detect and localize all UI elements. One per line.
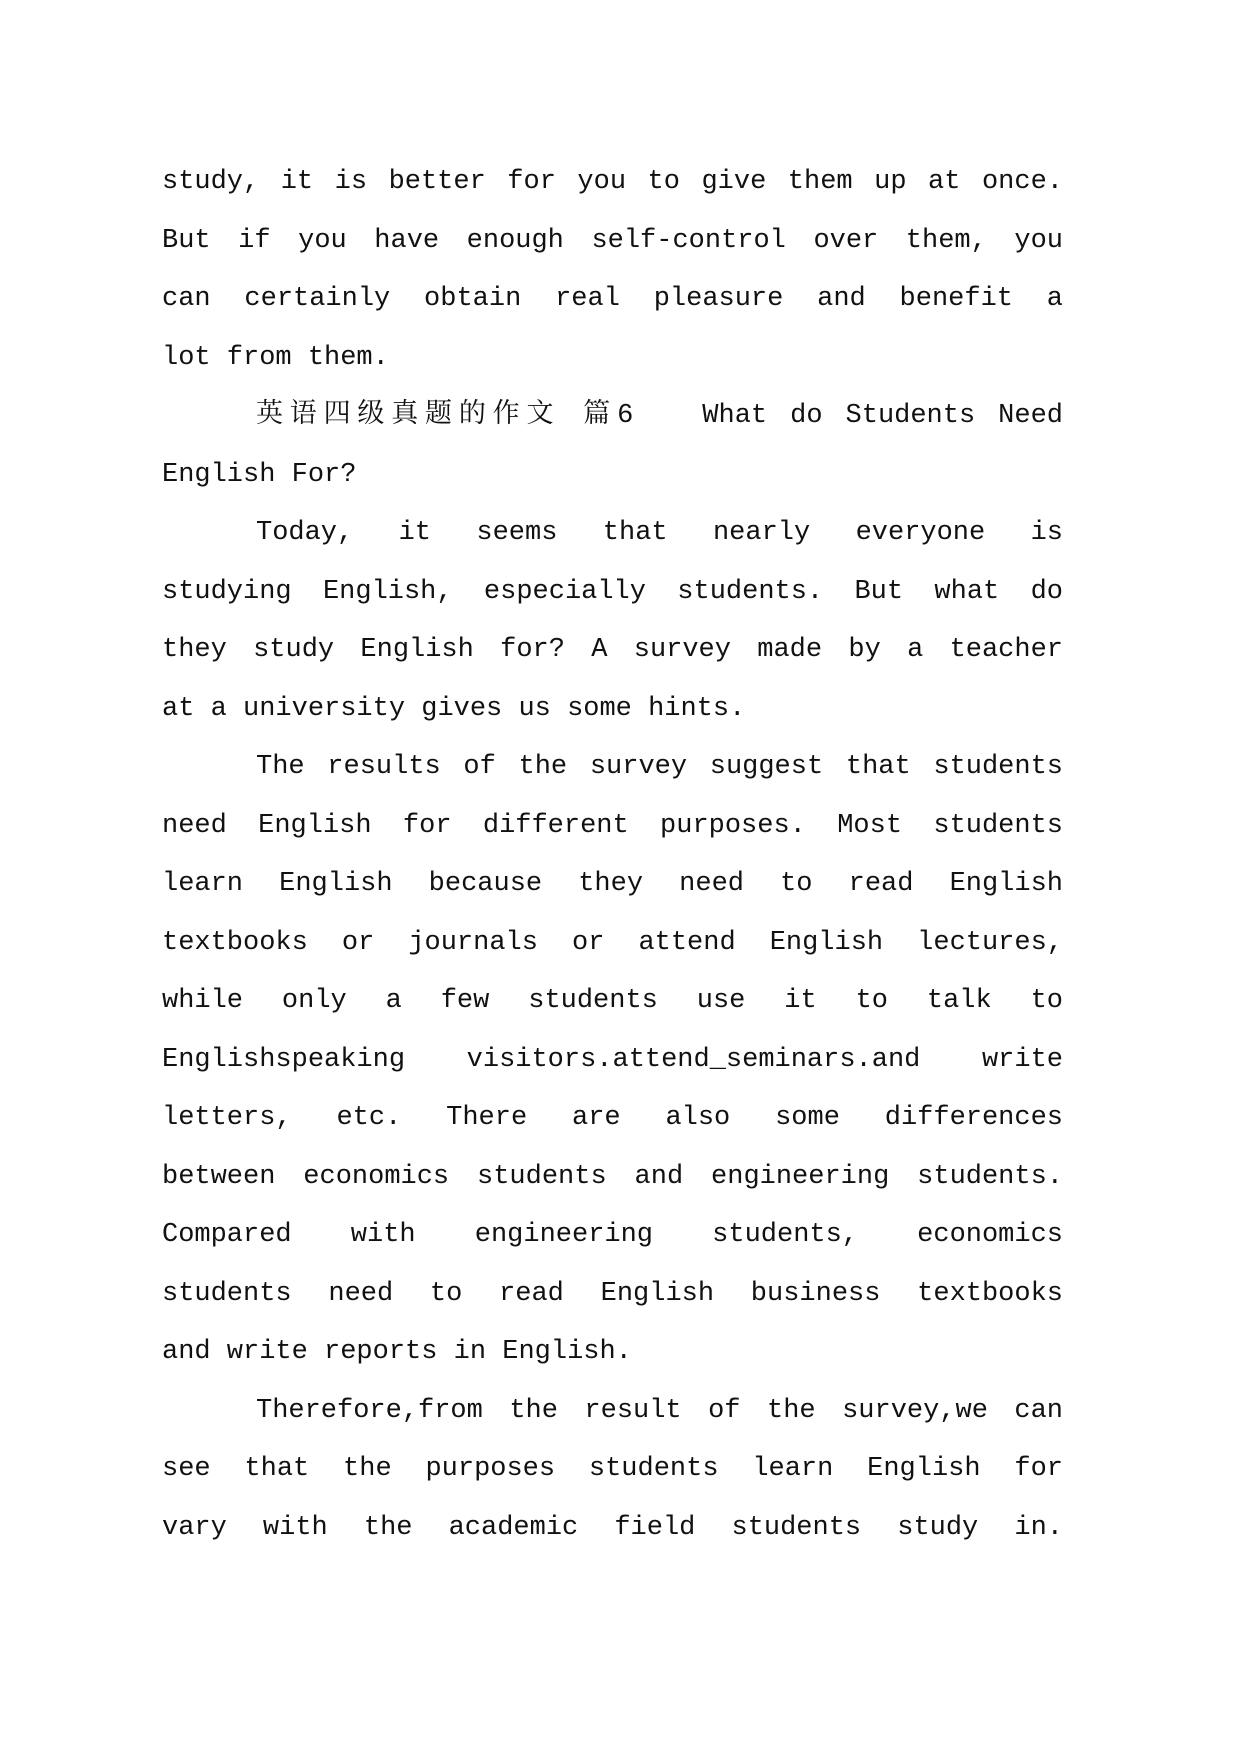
text-line-16: Englishspeaking visitors.attend_seminars.and write xyxy=(162,1044,1063,1075)
text-line-4: lot from them. xyxy=(162,342,389,373)
text-line-2: But if you have enough self-control over them, you xyxy=(162,225,1063,256)
text-line-17: letters, etc. There are also some differences xyxy=(162,1103,1063,1133)
text-line-11: The results of the survey suggest that students xyxy=(256,752,1063,782)
text-line-14: textbooks or journals or attend English lectures, xyxy=(162,927,1063,958)
text-line-8: studying English, especially students. But what do xyxy=(162,576,1063,607)
text-line-22: Therefore,from the result of the survey,we can xyxy=(256,1395,1063,1426)
text-line-13: learn English because they need to read English xyxy=(162,869,1063,899)
text-line-9: they study English for? A survey made by a teacher xyxy=(162,635,1063,665)
text-line-23: see that the purposes students learn English for xyxy=(162,1454,1063,1484)
text-line-20: students need to read English business textbooks xyxy=(162,1278,1063,1309)
text-line-15: while only a few students use it to talk to xyxy=(162,986,1063,1016)
text-line-12: need English for different purposes. Most students xyxy=(162,810,1063,841)
text-line-6: English For? xyxy=(162,459,357,490)
text-line-24: vary with the academic field students study in. xyxy=(162,1512,1063,1543)
text-line-21: and write reports in English. xyxy=(162,1337,632,1367)
text-line-1: study, it is better for you to give them up at once. xyxy=(162,167,1063,197)
text-line-5: 英语四级真题的作文 篇6 What do Students Need xyxy=(256,401,1063,431)
text-line-3: can certainly obtain real pleasure and benefit a xyxy=(162,284,1063,314)
text-line-10: at a university gives us some hints. xyxy=(162,693,746,724)
text-line-18: between economics students and engineering students. xyxy=(162,1161,1063,1192)
text-line-19: Compared with engineering students, economics xyxy=(162,1220,1063,1250)
text-line-7: Today, it seems that nearly everyone is xyxy=(256,518,1063,548)
